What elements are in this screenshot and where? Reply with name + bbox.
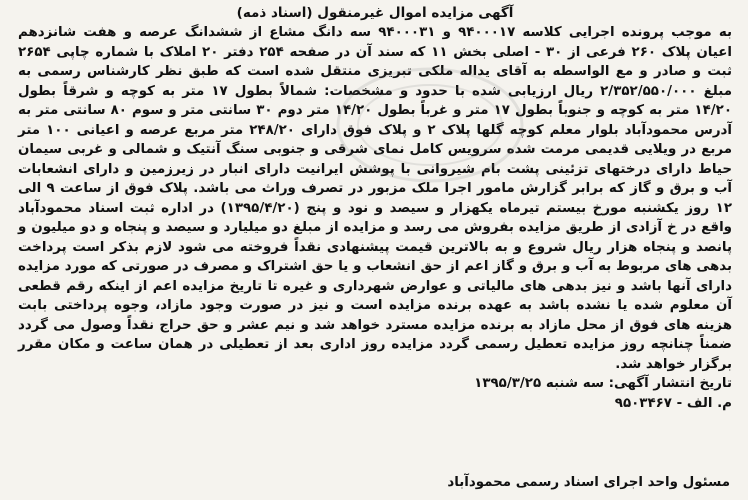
signature-line: مسئول واحد اجرای اسناد رسمی محمودآباد (447, 475, 730, 490)
notice-body: به موجب پرونده اجرایی کلاسه ۹۴۰۰۰۱۷ و ۹۴۰۰۰۳۱ سه دانگ مشاع از ششدانگ عرصه و هفت شانزدهم اعیان پلاک ۲۶۰ فرعی از ۳۰ - اصلی بخش ۱۱ که سند آن در صفحه ۲۵۴ دفتر ۲۰ املاک با شماره چاپی ۲۶۵۴ ثبت و صادر و مع الواسطه به آقای یداله ملکی تبریزی منتقل شده است که طبق نظر کارشناس رسمی به مبلغ ۲/۳۵۲/۵۵۰/۰۰۰ ریال ارزیابی شده با حدود و مشخصات: شمالاً بطول ۱۷ متر به کوچه و شرقاً بطول ۱۴/۲۰ متر به کوچه و جنوباً بطول ۱۷ متر و غرباً بطول ۱۴/۲۰ متر دوم ۳۰ سانتی متر و سوم ۸۰ سانتی متر به آدرس محمودآباد بلوار معلم کوچه گلها پلاک ۲ و پلاک فوق دارای ۲۴۸/۲۰ متر مربع عرصه و اعیانی ۱۰۰ متر مربع در ویلایی قدیمی مرمت شده سرویس کامل نمای شرقی و جنوبی سنگ آنتیک و شمالی و غربی سیمان حیاط دارای درختهای تزئینی پشت بام شیروانی با پوشش ایرانیت دارای انبار در زیرزمین و دارای انشعابات آب و برق و گاز که برابر گزارش مامور اجرا ملک مزبور در تصرف وراث می باشد. پلاک فوق از ساعت ۹ الی ۱۲ روز یکشنبه مورخ بیستم تیرماه یکهزار و سیصد و نود و پنج (۱۳۹۵/۴/۲۰) در اداره ثبت اسناد محمودآباد واقع در خ آزادی از طریق مزایده بفروش می رسد و مزایده از مبلغ دو میلیارد و سیصد و پنجاه و دو میلیون و پانصد و پنجاه هزار ریال شروع و به بالاترین قیمت پیشنهادی نقداً فروخته می شود لازم بذکر است پرداخت بدهی های مربوط به آب و برق و گاز اعم از حق انشعاب و یا حق اشتراک و مصرف در صورتی که مورد مزایده دارای آنها باشد و نیز بدهی های مالیاتی و عوارض شهرداری و غیره تا تاریخ مزایده اعم از اینکه رقم قطعی آن معلوم شده یا نشده باشد به عهده برنده مزایده است و نیز در صورت وجود مازاد، وجوه پرداختی بابت هزینه های فوق از محل مازاد به برنده مزایده مسترد خواهد شد و نیم عشر و حق حراج نقداً وصول می گردد ضمناً چنانچه روز مزایده تعطیل رسمی گردد مزایده روز اداری بعد از تعطیلی در همان ساعت و مکان مقرر برگزار خواهد شد. (18, 25, 732, 372)
notice-title: آگهی مزایده اموال غیرمنقول (اسناد ذمه) (236, 5, 514, 21)
publish-date: تاریخ انتشار آگهی: سه شنبه ۱۳۹۵/۳/۲۵ (474, 376, 732, 391)
reference-code: م. الف - ۹۵۰۳۴۶۷ (614, 395, 732, 411)
